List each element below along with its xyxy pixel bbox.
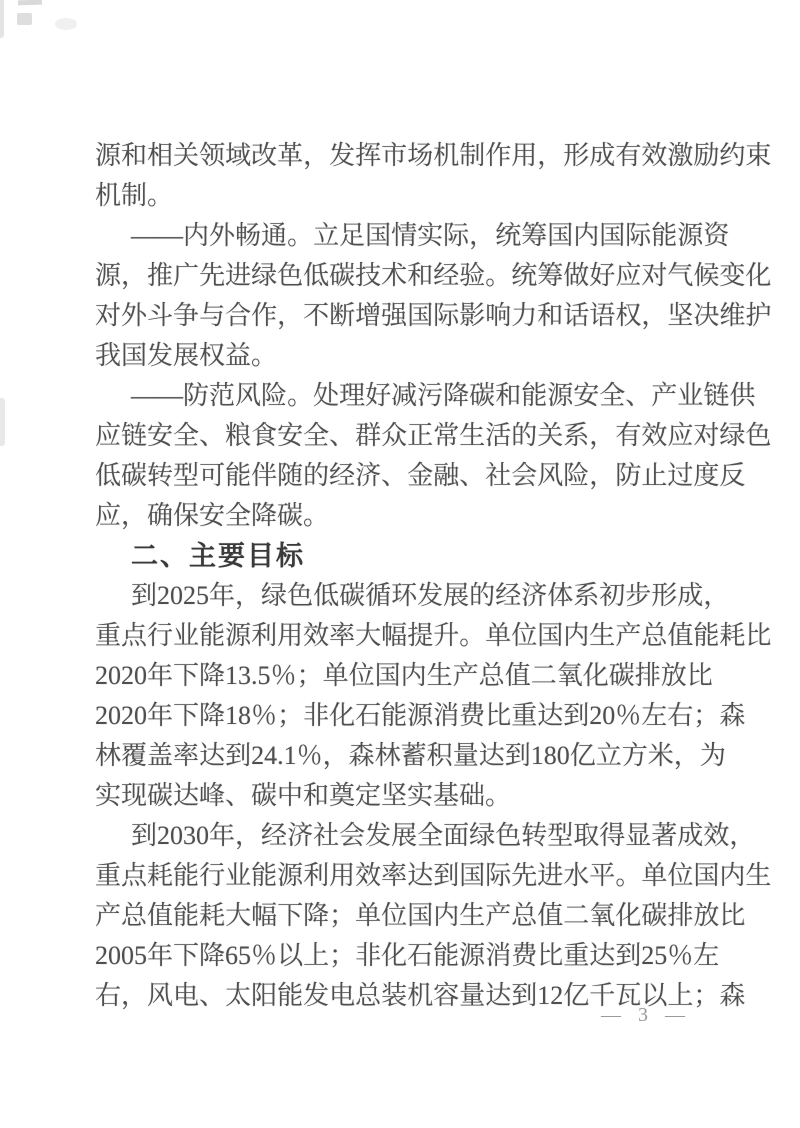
scan-artifact [18,0,42,5]
section-heading: 二、主要目标 [131,541,305,571]
document-line: 右 ， 风 电 、 太 阳 能 发 电 总 装 机 容 量 达 到 12 亿 千 瓦 以 上 ； 森 [95,981,746,1010]
document-line: 到 2030 年 ， 经 济 社 会 发 展 全 面 绿 色 转 型 取 得 显 著 成 效 ， [131,821,756,850]
document-line: 机制。 [95,181,174,210]
document-line: 2020 年 下 降 13.5 ％ ； 单 位 国 内 生 产 总 值 二 氧 化 碳 排 放 比 [95,661,713,690]
scan-artifact [55,18,77,30]
document-line: 源 ， 推 广 先 进 绿 色 低 碳 技 术 和 经 验 。 统 筹 做 好 应 对 气 候 变 化 [95,261,772,290]
document-line: 产 总 值 能 耗 大 幅 下 降 ； 单 位 国 内 生 产 总 值 二 氧 化 碳 排 放 比 [95,901,746,930]
document-line: 到 2025 年 ， 绿 色 低 碳 循 环 发 展 的 经 济 体 系 初 步 形 成 ， [131,581,730,610]
document-line: 重 点 行 业 能 源 利 用 效 率 大 幅 提 升 。 单 位 国 内 生 产 总 值 能 耗 比 [95,621,772,650]
document-line: —— 防 范 风 险 。 处 理 好 减 污 降 碳 和 能 源 安 全 、 产 业 链 供 [131,381,756,410]
document-line: 2005 年 下 降 65 ％ 以 上 ； 非 化 石 能 源 消 费 比 重 达 到 25 ％ 左 [95,941,720,970]
document-line: 林 覆 盖 率 达 到 24.1 ％ ， 森 林 蓄 积 量 达 到 180 亿 立 方 米 ， 为 [95,741,726,770]
document-line: 重 点 耗 能 行 业 能 源 利 用 效 率 达 到 国 际 先 进 水 平 。 单 位 国 内 生 [95,861,772,890]
scan-artifact [17,13,32,25]
scan-artifact [0,398,5,446]
document-line: 应，确保安全降碳。 [95,501,330,530]
document-line: —— 内 外 畅 通 。 立 足 国 情 实 际 ， 统 筹 国 内 国 际 能 源 资 [131,221,730,250]
scan-artifact [0,0,4,38]
text-block [95,136,772,1016]
document-line: 我国发展权益。 [95,341,278,370]
document-line: 源 和 相 关 领 域 改 革 ， 发 挥 市 场 机 制 作 用 ， 形 成 有 效 激 励 约 束 [95,141,772,170]
page-number: — 3 — [601,1004,685,1026]
document-line: 应 链 安 全 、 粮 食 安 全 、 群 众 正 常 生 活 的 关 系 ， 有 效 应 对 绿 色 [95,421,772,450]
document-line: 对 外 斗 争 与 合 作 ， 不 断 增 强 国 际 影 响 力 和 话 语 权 ， 坚 决 维 护 [95,301,772,330]
document-line: 低 碳 转 型 可 能 伴 随 的 经 济 、 金 融 、 社 会 风 险 ， 防 止 过 度 反 [95,461,746,490]
document-line: 2020 年 下 降 18 ％ ； 非 化 石 能 源 消 费 比 重 达 到 20 ％ 左 右 ； 森 [95,701,746,730]
document-line: 实现碳达峰、碳中和奠定坚实基础。 [95,781,512,810]
